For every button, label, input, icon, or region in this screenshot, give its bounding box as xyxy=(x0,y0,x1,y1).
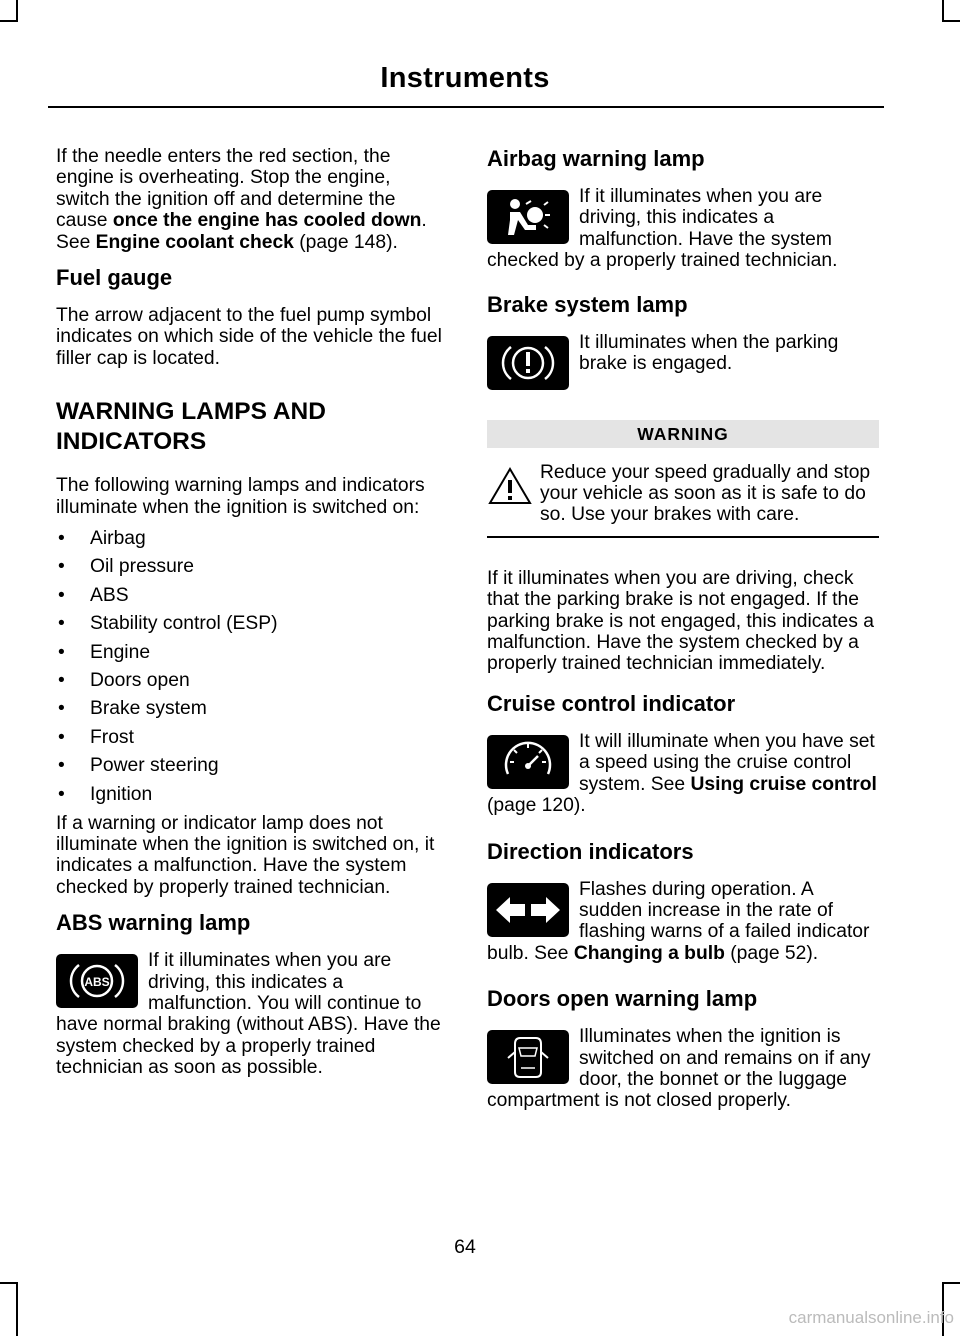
cruise-page-ref: (page 120). xyxy=(487,795,586,817)
brake-icon xyxy=(487,336,569,390)
coolant-text: If the needle enters the red section, the engine is overheating. Stop the engine, switch the ignition off and determine the cause xyxy=(56,146,396,232)
cruise-body: It will illuminate when you have set a speed using the cruise control system. See xyxy=(579,730,875,795)
warning-lamp-list xyxy=(56,528,442,805)
coolant-crossref-link[interactable]: Engine coolant check xyxy=(95,231,294,253)
warning-text: Reduce your speed gradually and stop your vehicle as soon as it is safe to do so. Use your brakes with care. xyxy=(540,461,871,526)
list-item: • Doors open xyxy=(56,670,442,691)
abs-icon xyxy=(56,954,138,1008)
malfunction-text: If a warning or indicator lamp does not illuminate when the ignition is switched on, it indicates a malfunction. Have the system checked by properly trained technician. xyxy=(56,812,435,898)
airbag-heading: Airbag warning lamp xyxy=(487,146,705,171)
brake-heading: Brake system lamp xyxy=(487,291,688,317)
warning-header: WARNING xyxy=(487,420,879,448)
doors-open-icon xyxy=(487,1030,569,1084)
brake-check-text: If it illuminates when you are driving, check that the parking brake is not engaged. If the parking brake is not engaged, this indicates a malfunction. Have the system checked by a properly trained technician immediately. xyxy=(487,567,874,675)
list-item: • Ignition xyxy=(56,784,442,805)
left-column xyxy=(56,146,442,1089)
direction-body: Flashes during operation. A sudden increase in the rate of flashing warns of a failed indicator bulb. See xyxy=(487,878,870,964)
brake-text: It illuminates when the parking brake is engaged. xyxy=(579,331,839,375)
abs-icon-label: ABS xyxy=(84,975,110,990)
direction-crossref-link[interactable]: Changing a bulb xyxy=(573,942,725,964)
crop-mark-bottom-right-h xyxy=(942,1282,960,1284)
header-divider xyxy=(48,106,884,108)
doors-heading: Doors open warning lamp xyxy=(487,986,758,1012)
direction-page-ref: (page 52). xyxy=(724,942,819,964)
coolant-page-ref: (page 148). xyxy=(293,231,398,253)
crop-mark-top-right-v xyxy=(942,0,944,22)
airbag-text: If it illuminates when you are driving, this indicates a malfunction. Have the system checked by a properly trained technician. xyxy=(487,186,838,272)
fuel-gauge-heading: Fuel gauge xyxy=(56,265,173,291)
doors-text: Illuminates when the ignition is switched on and remains on if any door, the bonnet or the luggage compartment is not closed properly. xyxy=(487,1026,871,1112)
list-item: • ABS xyxy=(56,585,442,606)
crop-mark-bottom-left-v xyxy=(16,1282,18,1336)
list-item: • Stability control (ESP) xyxy=(56,613,442,634)
section-intro: The following warning lamps and indicators illuminate when the ignition is switched on: xyxy=(56,475,425,518)
abs-heading: ABS warning lamp xyxy=(56,910,251,936)
list-item: • Power steering xyxy=(56,755,442,776)
list-item: • Engine xyxy=(56,642,442,663)
crop-mark-top-left-v xyxy=(16,0,18,22)
right-column xyxy=(487,146,879,1122)
cruise-heading: Cruise control indicator xyxy=(487,690,736,716)
cruise-control-icon xyxy=(487,735,569,789)
list-item: • Airbag xyxy=(56,528,442,549)
fuel-gauge-text: The arrow adjacent to the fuel pump symbol indicates on which side of the vehicle the fuel filler cap is located. xyxy=(56,305,442,369)
list-item: • Frost xyxy=(56,727,442,748)
watermark: carmanualsonline.info xyxy=(788,1308,954,1327)
crop-mark-top-right-h xyxy=(942,20,960,22)
coolant-emphasis: once the engine has cooled down xyxy=(112,210,422,232)
list-item: • Brake system xyxy=(56,698,442,719)
warning-divider xyxy=(487,536,879,538)
section-heading: WARNING LAMPS AND INDICATORS xyxy=(56,398,326,456)
page-number: 64 xyxy=(454,1236,476,1258)
direction-arrows-icon xyxy=(487,883,569,937)
list-item: • Oil pressure xyxy=(56,556,442,577)
coolant-see: . See xyxy=(56,210,427,253)
coolant-paragraph xyxy=(56,146,442,253)
abs-text: If it illuminates when you are driving, this indicates a malfunction. You will continue to have normal braking (without ABS). Have the system checked by a properly trained technician as soon as possible. xyxy=(56,950,441,1079)
direction-heading: Direction indicators xyxy=(487,838,694,864)
crop-mark-bottom-left-h xyxy=(0,1282,18,1284)
cruise-crossref-link[interactable]: Using cruise control xyxy=(690,773,877,795)
page-title: Instruments xyxy=(380,62,550,94)
airbag-icon xyxy=(487,190,569,244)
warning-triangle-icon xyxy=(487,466,533,506)
crop-mark-top-left-h xyxy=(0,20,18,22)
